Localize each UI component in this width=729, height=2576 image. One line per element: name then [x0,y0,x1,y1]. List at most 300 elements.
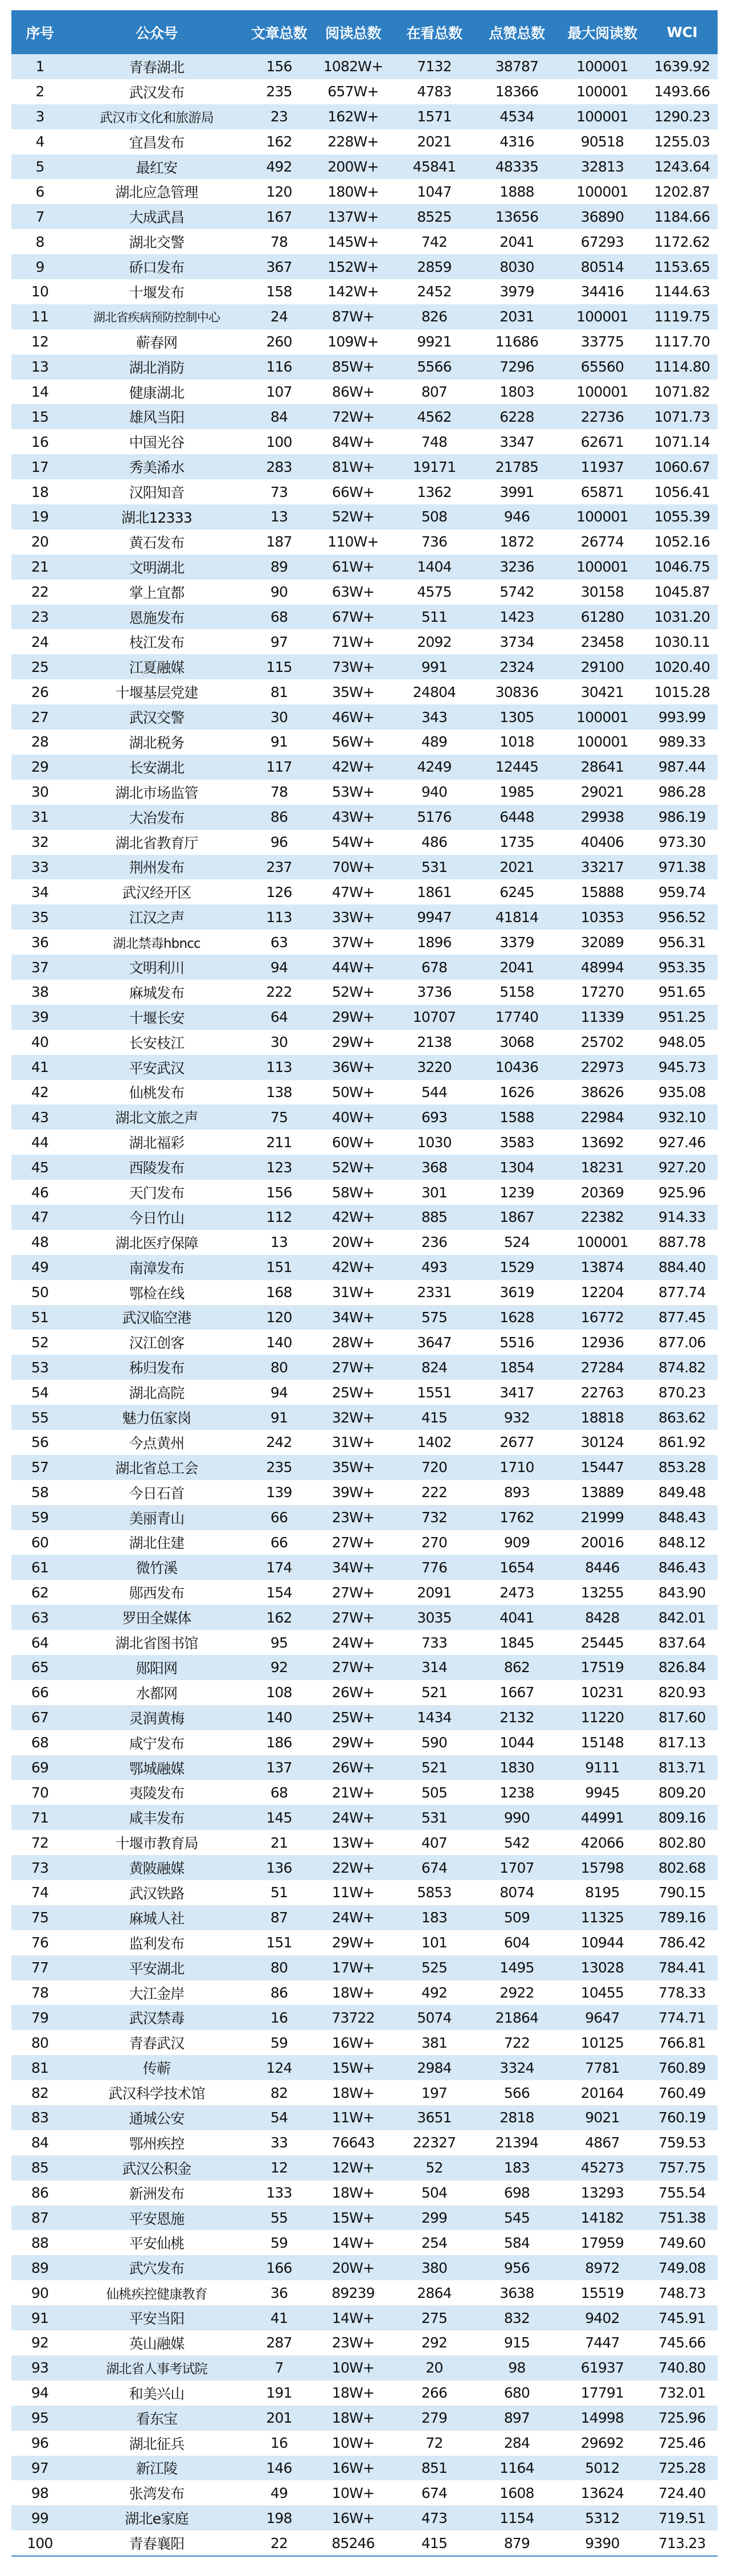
account-name-cell: 文明湖北 [68,555,245,580]
watching-cell: 473 [393,2505,476,2530]
max-reads-cell: 11220 [558,1705,646,1730]
articles-cell: 117 [245,755,313,780]
rank-cell: 90 [11,2280,68,2305]
account-name-cell: 武汉科学技术馆 [68,2080,245,2105]
reads-cell: 58W+ [313,1180,393,1205]
table-row [11,1505,718,1530]
watching-cell: 3647 [393,1330,476,1355]
rank-cell: 23 [11,605,68,630]
max-reads-cell: 9111 [558,1755,646,1780]
articles-cell: 126 [245,879,313,904]
reads-cell: 18W+ [313,2180,393,2206]
articles-cell: 151 [245,1930,313,1955]
table-row [11,580,718,605]
reads-cell: 85246 [313,2530,393,2556]
rank-cell: 68 [11,1730,68,1755]
table-row [11,1405,718,1430]
max-reads-cell: 44991 [558,1805,646,1830]
watching-cell: 693 [393,1104,476,1130]
rank-cell: 24 [11,629,68,654]
articles-cell: 80 [245,1355,313,1380]
rank-cell: 67 [11,1705,68,1730]
rank-cell: 3 [11,104,68,129]
table-row [11,679,718,704]
articles-cell: 12 [245,2155,313,2180]
articles-cell: 113 [245,904,313,930]
wci-cell: 725.28 [646,2456,718,2481]
wci-cell: 724.40 [646,2480,718,2505]
rank-cell: 32 [11,830,68,855]
watching-cell: 10707 [393,1005,476,1030]
watching-cell: 2864 [393,2280,476,2305]
max-reads-cell: 32813 [558,154,646,180]
watching-cell: 489 [393,729,476,755]
table-row [11,380,718,405]
likes-cell: 5742 [476,580,558,605]
likes-cell: 3979 [476,279,558,304]
rank-cell: 88 [11,2230,68,2255]
rank-cell: 58 [11,1480,68,1505]
reads-cell: 34W+ [313,1555,393,1580]
likes-cell: 1985 [476,780,558,805]
reads-cell: 27W+ [313,1355,393,1380]
articles-cell: 100 [245,429,313,454]
reads-cell: 29W+ [313,1730,393,1755]
articles-cell: 66 [245,1530,313,1555]
articles-cell: 116 [245,354,313,380]
articles-cell: 54 [245,2105,313,2130]
table-header [11,10,718,54]
likes-cell: 5516 [476,1330,558,1355]
table-row [11,1330,718,1355]
account-name-cell: 武汉临空港 [68,1305,245,1330]
wci-cell: 861.92 [646,1430,718,1455]
table-row [11,1430,718,1455]
rank-cell: 5 [11,154,68,180]
likes-cell: 3417 [476,1380,558,1405]
table-row [11,1030,718,1055]
likes-cell: 524 [476,1230,558,1255]
account-name-cell: 传蕲 [68,2055,245,2080]
rank-cell: 48 [11,1230,68,1255]
table-row [11,2255,718,2280]
reads-cell: 10W+ [313,2480,393,2505]
reads-cell: 24W+ [313,1630,393,1655]
watching-cell: 2021 [393,129,476,154]
account-name-cell: 湖北住建 [68,1530,245,1555]
watching-cell: 2984 [393,2055,476,2080]
reads-cell: 33W+ [313,904,393,930]
account-name-cell: 今点黄州 [68,1430,245,1455]
table-row [11,605,718,630]
wci-cell: 755.54 [646,2180,718,2206]
likes-cell: 1872 [476,529,558,555]
likes-cell: 6448 [476,805,558,830]
reads-cell: 46W+ [313,704,393,729]
reads-cell: 18W+ [313,2406,393,2431]
max-reads-cell: 8972 [558,2255,646,2280]
wci-cell: 1046.75 [646,555,718,580]
reads-cell: 43W+ [313,805,393,830]
table-row [11,2355,718,2381]
watching-cell: 1551 [393,1380,476,1405]
watching-cell: 1404 [393,555,476,580]
table-row [11,2330,718,2355]
wci-cell: 956.31 [646,930,718,955]
reads-cell: 17W+ [313,1955,393,1980]
articles-cell: 96 [245,830,313,855]
account-name-cell: 枝江发布 [68,629,245,654]
articles-cell: 41 [245,2305,313,2330]
wci-cell: 877.74 [646,1280,718,1305]
likes-cell: 862 [476,1655,558,1680]
wci-cell: 725.96 [646,2406,718,2431]
max-reads-cell: 100001 [558,380,646,405]
account-name-cell: 微竹溪 [68,1555,245,1580]
articles-cell: 16 [245,2005,313,2030]
articles-cell: 166 [245,2255,313,2280]
likes-cell: 1710 [476,1455,558,1480]
wci-cell: 749.60 [646,2230,718,2255]
wci-cell: 1119.75 [646,304,718,329]
articles-cell: 222 [245,980,313,1005]
table-row [11,2105,718,2130]
max-reads-cell: 11937 [558,454,646,479]
wci-cell: 1031.20 [646,605,718,630]
watching-cell: 2092 [393,629,476,654]
rank-cell: 89 [11,2255,68,2280]
likes-cell: 1304 [476,1155,558,1180]
articles-cell: 59 [245,2030,313,2055]
max-reads-cell: 100001 [558,504,646,529]
reads-cell: 84W+ [313,429,393,454]
likes-cell: 3068 [476,1030,558,1055]
table-row [11,454,718,479]
wci-cell: 813.71 [646,1755,718,1780]
account-name-cell: 今日竹山 [68,1205,245,1230]
likes-cell: 2677 [476,1430,558,1455]
max-reads-cell: 29938 [558,805,646,830]
rank-cell: 51 [11,1305,68,1330]
articles-cell: 22 [245,2530,313,2556]
articles-cell: 94 [245,955,313,980]
watching-cell: 72 [393,2431,476,2456]
watching-cell: 3651 [393,2105,476,2130]
table-row [11,879,718,904]
rank-cell: 98 [11,2480,68,2505]
likes-cell: 1762 [476,1505,558,1530]
rank-cell: 76 [11,1930,68,1955]
wci-cell: 1030.11 [646,629,718,654]
likes-cell: 3734 [476,629,558,654]
max-reads-cell: 27284 [558,1355,646,1380]
account-name-cell: 平安武汉 [68,1055,245,1080]
reads-cell: 27W+ [313,1580,393,1605]
watching-cell: 368 [393,1155,476,1180]
header-watching: 在看总数 [393,10,476,54]
rank-cell: 6 [11,179,68,204]
header-wci: WCI [646,10,718,54]
wci-cell: 956.52 [646,904,718,930]
account-name-cell: 十堰长安 [68,1005,245,1030]
watching-cell: 4575 [393,580,476,605]
max-reads-cell: 62671 [558,429,646,454]
table-row [11,1205,718,1230]
table-row [11,1280,718,1305]
wci-cell: 809.16 [646,1805,718,1830]
articles-cell: 140 [245,1330,313,1355]
wci-cell: 853.28 [646,1455,718,1480]
articles-cell: 97 [245,629,313,654]
rank-cell: 30 [11,780,68,805]
likes-cell: 1667 [476,1680,558,1705]
likes-cell: 1735 [476,830,558,855]
max-reads-cell: 18231 [558,1155,646,1180]
likes-cell: 909 [476,1530,558,1555]
max-reads-cell: 40406 [558,830,646,855]
likes-cell: 3379 [476,930,558,955]
table-row [11,755,718,780]
rank-cell: 83 [11,2105,68,2130]
articles-cell: 13 [245,1230,313,1255]
table-row [11,1655,718,1680]
rank-cell: 54 [11,1380,68,1405]
articles-cell: 16 [245,2431,313,2456]
watching-cell: 254 [393,2230,476,2255]
likes-cell: 1867 [476,1205,558,1230]
rank-cell: 11 [11,304,68,329]
table-row [11,2155,718,2180]
likes-cell: 1044 [476,1730,558,1755]
reads-cell: 76643 [313,2130,393,2155]
account-name-cell: 罗田全媒体 [68,1605,245,1630]
reads-cell: 34W+ [313,1305,393,1330]
account-name-cell: 武穴发布 [68,2255,245,2280]
articles-cell: 138 [245,1080,313,1105]
articles-cell: 154 [245,1580,313,1605]
max-reads-cell: 10455 [558,1980,646,2006]
reads-cell: 35W+ [313,1455,393,1480]
articles-cell: 112 [245,1205,313,1230]
max-reads-cell: 29692 [558,2431,646,2456]
max-reads-cell: 30158 [558,580,646,605]
likes-cell: 3583 [476,1130,558,1155]
account-name-cell: 和美兴山 [68,2381,245,2406]
wci-cell: 1114.80 [646,354,718,380]
reads-cell: 52W+ [313,1155,393,1180]
wci-cell: 1071.73 [646,404,718,429]
wci-cell: 837.64 [646,1630,718,1655]
articles-cell: 367 [245,254,313,279]
account-name-cell: 青春武汉 [68,2030,245,2055]
max-reads-cell: 65871 [558,479,646,504]
rank-cell: 34 [11,879,68,904]
account-name-cell: 健康湖北 [68,380,245,405]
articles-cell: 242 [245,1430,313,1455]
rank-cell: 72 [11,1830,68,1855]
wci-cell: 820.93 [646,1680,718,1705]
wci-cell: 1117.70 [646,329,718,354]
rank-cell: 53 [11,1355,68,1380]
likes-cell: 21785 [476,454,558,479]
account-name-cell: 湖北应急管理 [68,179,245,204]
table-row [11,805,718,830]
max-reads-cell: 65560 [558,354,646,380]
watching-cell: 505 [393,1780,476,1805]
wechat-ranking-table [11,10,718,2557]
max-reads-cell: 13255 [558,1580,646,1605]
reads-cell: 11W+ [313,2105,393,2130]
articles-cell: 156 [245,1180,313,1205]
wci-cell: 870.23 [646,1380,718,1405]
account-name-cell: 湖北省人事考试院 [68,2355,245,2381]
rank-cell: 2 [11,79,68,104]
reads-cell: 67W+ [313,605,393,630]
articles-cell: 73 [245,479,313,504]
rank-cell: 81 [11,2055,68,2080]
wci-cell: 719.51 [646,2505,718,2530]
articles-cell: 167 [245,204,313,229]
table-row [11,980,718,1005]
articles-cell: 63 [245,930,313,955]
table-row [11,555,718,580]
reads-cell: 15W+ [313,2055,393,2080]
likes-cell: 4041 [476,1605,558,1630]
wci-cell: 1493.66 [646,79,718,104]
articles-cell: 162 [245,1605,313,1630]
wci-cell: 877.06 [646,1330,718,1355]
reads-cell: 36W+ [313,1055,393,1080]
account-name-cell: 湖北交警 [68,229,245,254]
account-name-cell: 中国光谷 [68,429,245,454]
wci-cell: 989.33 [646,729,718,755]
reads-cell: 42W+ [313,755,393,780]
table-row [11,1355,718,1380]
table-row [11,2480,718,2505]
table-row [11,1155,718,1180]
reads-cell: 10W+ [313,2355,393,2381]
rank-cell: 78 [11,1980,68,2006]
rank-cell: 95 [11,2406,68,2431]
articles-cell: 24 [245,304,313,329]
wci-cell: 713.23 [646,2530,718,2556]
account-name-cell: 湖北征兵 [68,2431,245,2456]
max-reads-cell: 100001 [558,1230,646,1255]
watching-cell: 991 [393,654,476,679]
rank-cell: 16 [11,429,68,454]
account-name-cell: 汉江创客 [68,1330,245,1355]
reads-cell: 109W+ [313,329,393,354]
table-row [11,1380,718,1405]
reads-cell: 73722 [313,2005,393,2030]
watching-cell: 2138 [393,1030,476,1055]
max-reads-cell: 48994 [558,955,646,980]
watching-cell: 1571 [393,104,476,129]
max-reads-cell: 25702 [558,1030,646,1055]
rank-cell: 38 [11,980,68,1005]
likes-cell: 1707 [476,1855,558,1880]
account-name-cell: 平安恩施 [68,2206,245,2231]
articles-cell: 113 [245,1055,313,1080]
wci-cell: 784.41 [646,1955,718,1980]
reads-cell: 657W+ [313,79,393,104]
likes-cell: 21864 [476,2005,558,2030]
account-name-cell: 掌上宜都 [68,580,245,605]
watching-cell: 299 [393,2206,476,2231]
table-row [11,529,718,555]
articles-cell: 151 [245,1255,313,1280]
wci-cell: 986.28 [646,780,718,805]
wci-cell: 987.44 [646,755,718,780]
max-reads-cell: 29021 [558,780,646,805]
watching-cell: 544 [393,1080,476,1105]
watching-cell: 508 [393,504,476,529]
max-reads-cell: 5312 [558,2505,646,2530]
watching-cell: 720 [393,1455,476,1480]
max-reads-cell: 14182 [558,2206,646,2231]
max-reads-cell: 32089 [558,930,646,955]
articles-cell: 187 [245,529,313,555]
watching-cell: 4562 [393,404,476,429]
likes-cell: 3324 [476,2055,558,2080]
likes-cell: 2021 [476,855,558,880]
reads-cell: 32W+ [313,1405,393,1430]
wci-cell: 802.68 [646,1855,718,1880]
max-reads-cell: 22984 [558,1104,646,1130]
articles-cell: 186 [245,1730,313,1755]
table-row [11,129,718,154]
wci-cell: 848.12 [646,1530,718,1555]
rank-cell: 33 [11,855,68,880]
account-name-cell: 黄石发布 [68,529,245,555]
watching-cell: 314 [393,1655,476,1680]
account-name-cell: 秭归发布 [68,1355,245,1380]
reads-cell: 16W+ [313,2505,393,2530]
rank-cell: 12 [11,329,68,354]
max-reads-cell: 61937 [558,2355,646,2381]
rank-cell: 41 [11,1055,68,1080]
table-row [11,1480,718,1505]
rank-cell: 40 [11,1030,68,1055]
articles-cell: 156 [245,54,313,79]
account-name-cell: 咸宁发布 [68,1730,245,1755]
rank-cell: 1 [11,54,68,79]
rank-cell: 70 [11,1780,68,1805]
reads-cell: 27W+ [313,1530,393,1555]
articles-cell: 87 [245,1905,313,1930]
max-reads-cell: 100001 [558,54,646,79]
table-row [11,904,718,930]
reads-cell: 18W+ [313,2080,393,2105]
account-name-cell: 水都网 [68,1680,245,1705]
rank-cell: 96 [11,2431,68,2456]
rank-cell: 62 [11,1580,68,1605]
max-reads-cell: 16772 [558,1305,646,1330]
likes-cell: 722 [476,2030,558,2055]
articles-cell: 36 [245,2280,313,2305]
reads-cell: 52W+ [313,504,393,529]
likes-cell: 1529 [476,1255,558,1280]
articles-cell: 137 [245,1755,313,1780]
likes-cell: 1654 [476,1555,558,1580]
watching-cell: 525 [393,1955,476,1980]
watching-cell: 380 [393,2255,476,2280]
account-name-cell: 通城公安 [68,2105,245,2130]
max-reads-cell: 5012 [558,2456,646,2481]
wci-cell: 760.49 [646,2080,718,2105]
wci-cell: 935.08 [646,1080,718,1105]
wci-cell: 826.84 [646,1655,718,1680]
